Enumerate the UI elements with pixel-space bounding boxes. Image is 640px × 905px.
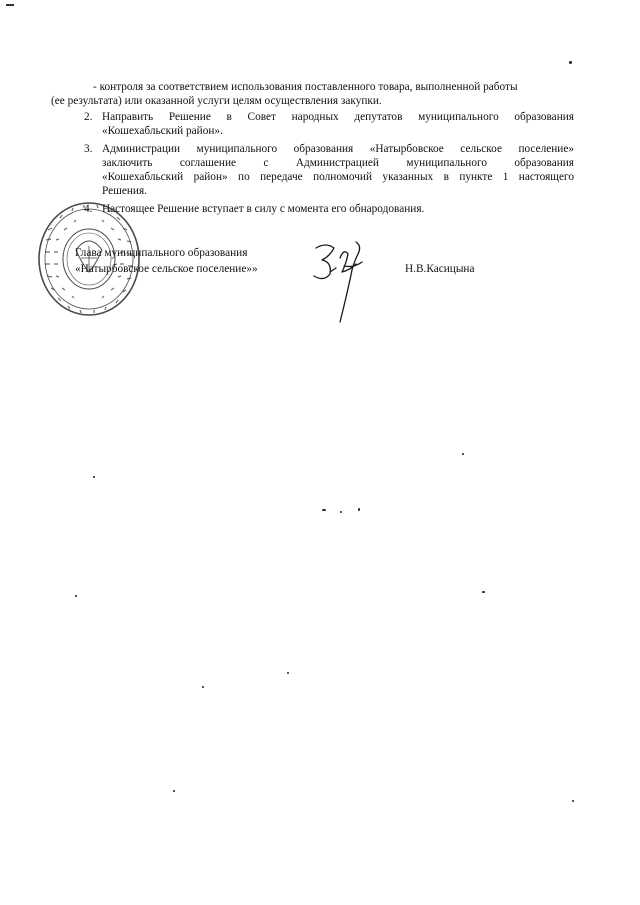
signatory-name: Н.В.Касицына xyxy=(405,263,475,275)
scan-speck xyxy=(173,790,175,792)
scan-speck xyxy=(322,509,326,511)
scan-speck xyxy=(569,61,572,64)
signature-position-line-1: Глава муниципального образования xyxy=(75,247,248,259)
item-2-number: 2. xyxy=(84,111,93,123)
control-line-1: - контроля за соответствием использования поставленного товара, выполненной работы xyxy=(93,81,518,93)
scan-speck xyxy=(202,686,204,688)
scan-speck xyxy=(93,476,95,478)
item-3-line-3: «Кошехабльский район» по передаче полномочий указанных в пункте 1 настоящего xyxy=(102,171,574,183)
item-2-line-2: «Кошехабльский район». xyxy=(102,125,223,137)
item-4-line-1: Настоящее Решение вступает в силу с момента его обнародования. xyxy=(102,203,425,215)
scan-speck xyxy=(75,595,77,597)
handwritten-signature xyxy=(306,236,376,326)
item-4-number: 4. xyxy=(84,203,93,215)
scan-speck xyxy=(482,591,485,593)
scan-speck xyxy=(287,672,289,674)
item-3-line-1: Администрации муниципального образования «Натырбовское сельское поселение» xyxy=(102,143,574,155)
item-2-line-1: Направить Решение в Совет народных депутатов муниципального образования xyxy=(102,111,574,123)
item-3-line-4: Решения. xyxy=(102,185,147,197)
scan-speck xyxy=(358,508,360,511)
scan-speck xyxy=(462,453,464,455)
signature-position-line-2: «Натырбовское сельское поселение»» xyxy=(75,263,258,275)
scan-speck xyxy=(572,800,574,802)
scan-speck xyxy=(340,511,342,513)
official-stamp-seal xyxy=(36,200,142,318)
item-3-number: 3. xyxy=(84,143,93,155)
control-line-2: (ее результата) или оказанной услуги целям осуществления закупки. xyxy=(51,95,382,107)
scan-mark xyxy=(6,4,14,6)
item-3-line-2: заключить соглашение с Администрацией муниципального образования xyxy=(102,157,574,169)
